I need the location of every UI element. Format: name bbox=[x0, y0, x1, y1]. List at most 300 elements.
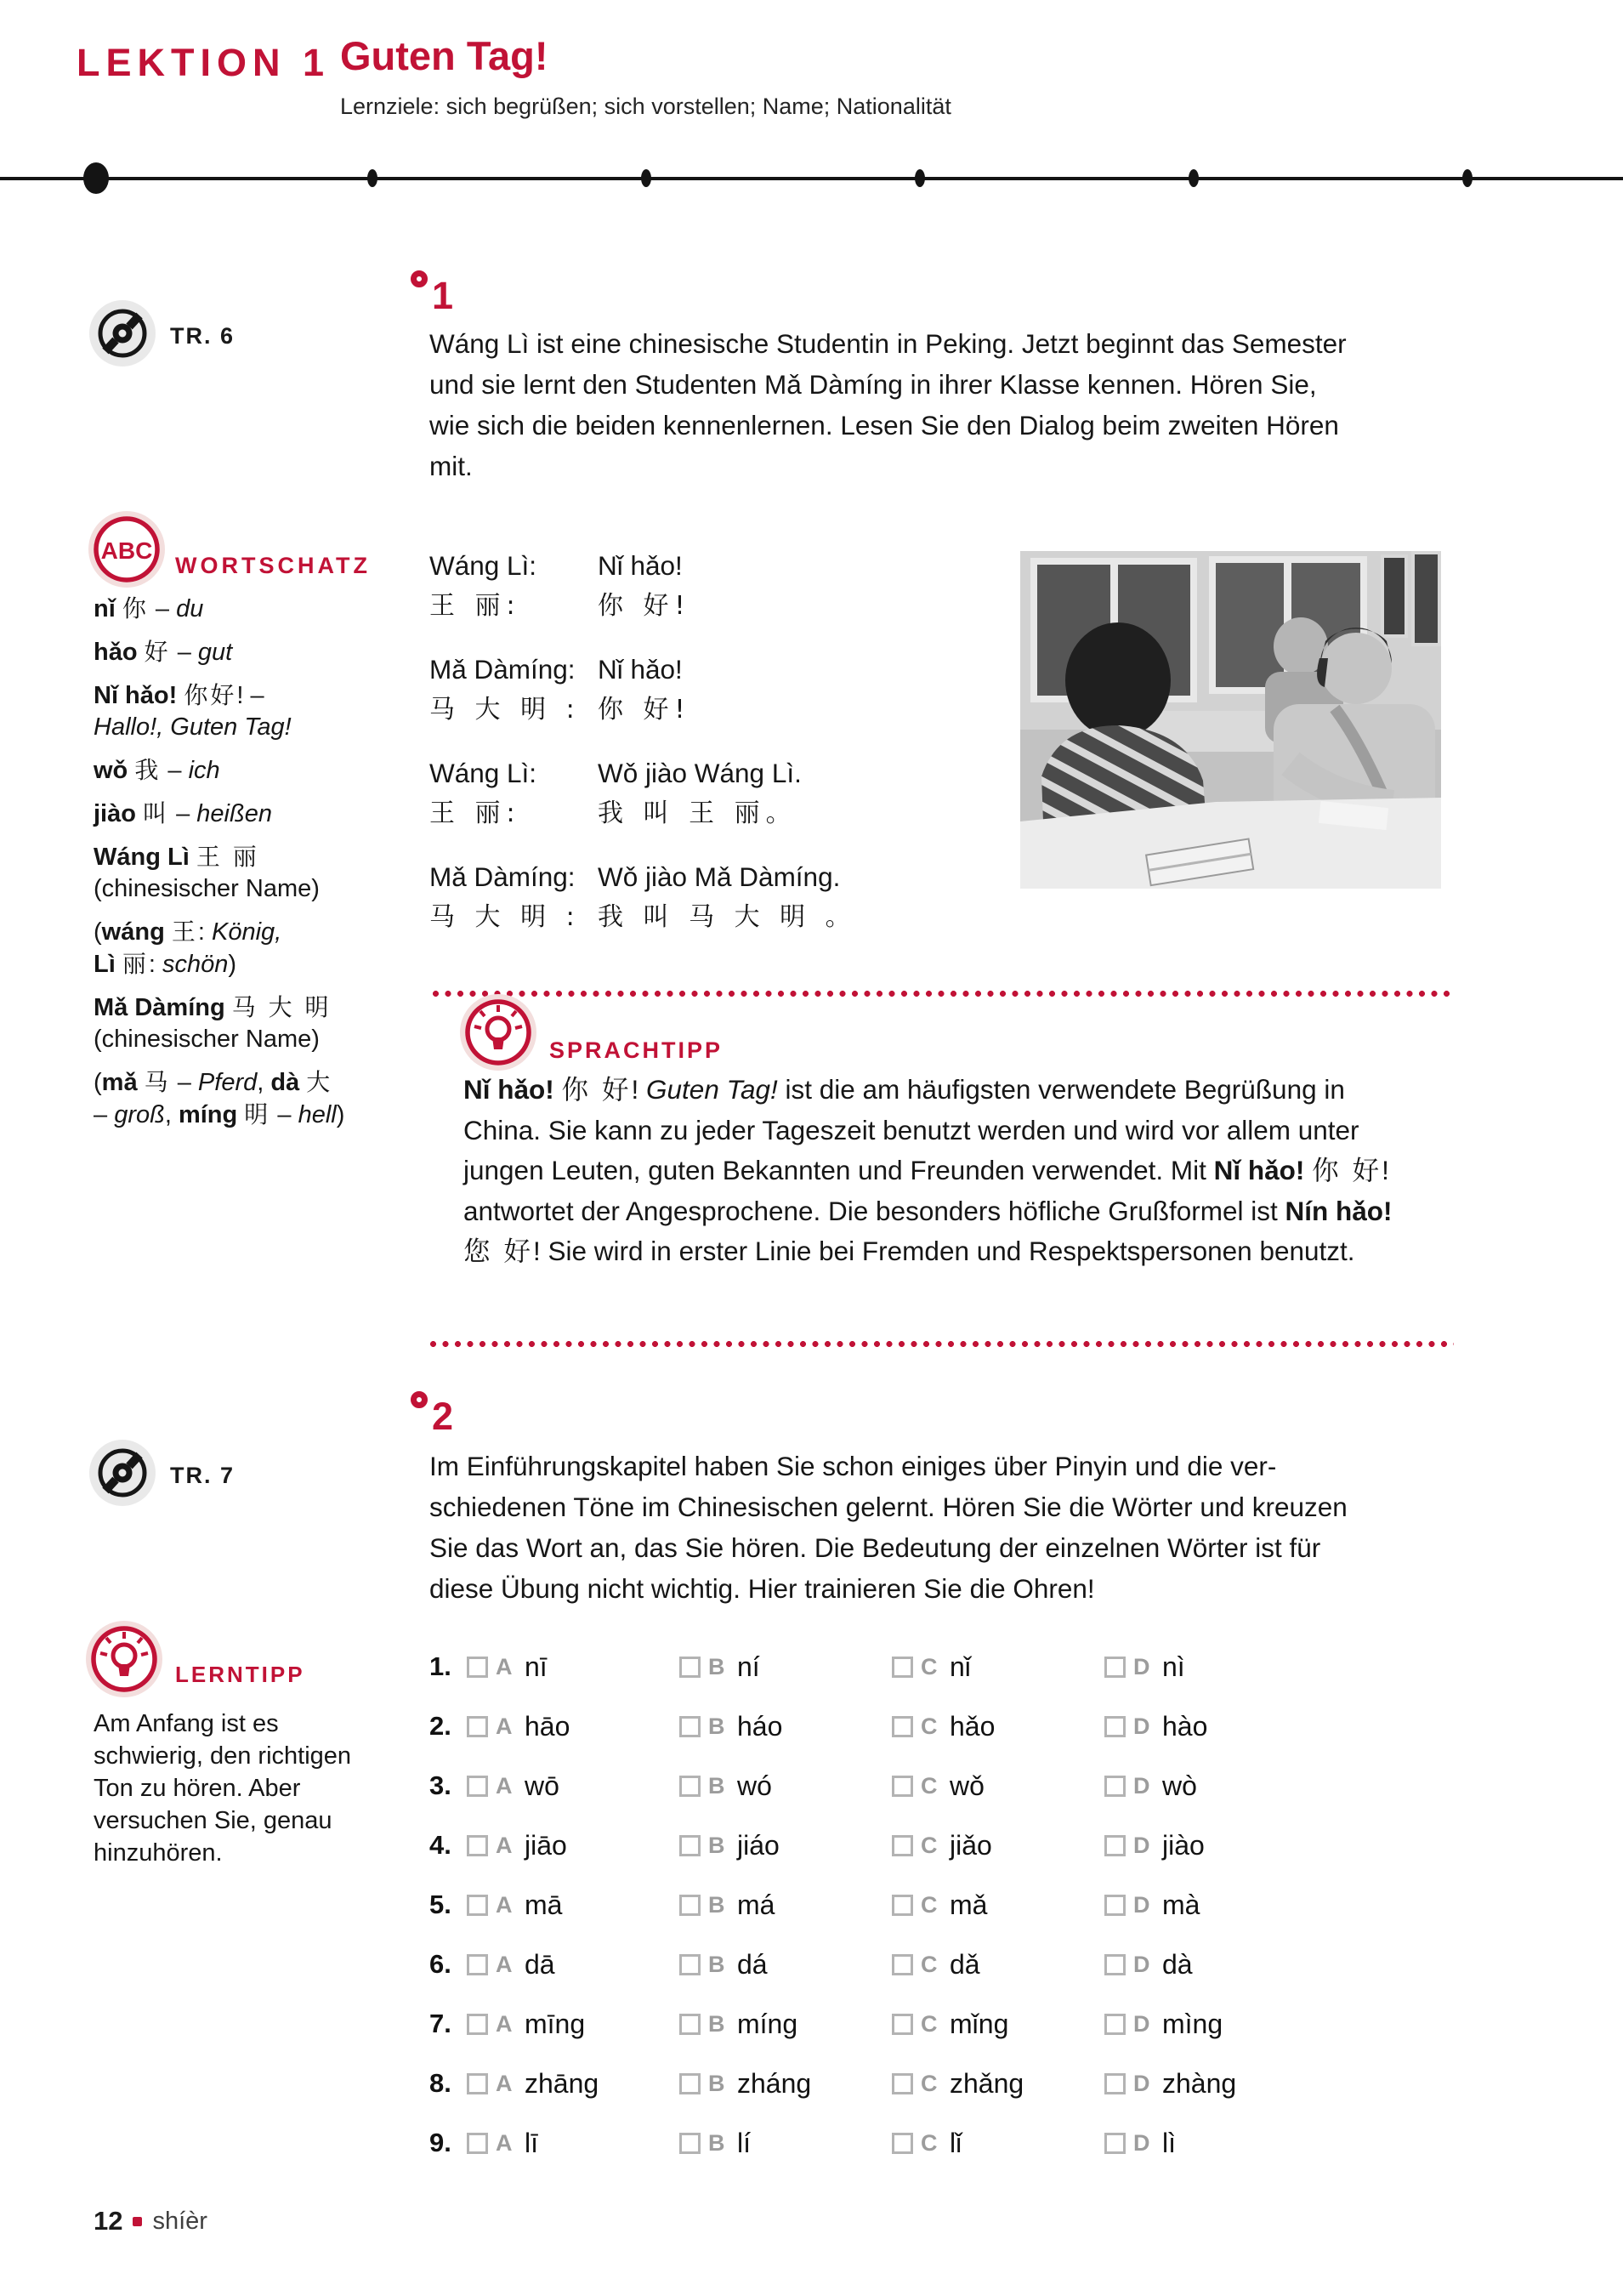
checkbox[interactable] bbox=[1104, 1835, 1126, 1856]
checkbox[interactable] bbox=[679, 1895, 701, 1916]
quiz-option-b bbox=[679, 1711, 892, 1742]
quiz-option-b bbox=[679, 1830, 892, 1861]
audio-track-2 bbox=[88, 1439, 258, 1510]
quiz-option-d bbox=[1104, 1890, 1317, 1921]
option-letter: D bbox=[1133, 2129, 1150, 2156]
checkbox[interactable] bbox=[467, 2073, 488, 2094]
text-segment: – bbox=[270, 1101, 298, 1128]
quiz-option-b bbox=[679, 2068, 892, 2100]
text-segment: ! Sie wird in erster Linie bei Fremden und Respektspersonen benutzt. bbox=[533, 1236, 1355, 1266]
quiz-row bbox=[429, 1756, 1331, 1816]
checkbox[interactable] bbox=[467, 1776, 488, 1797]
quiz-option-d bbox=[1104, 1830, 1317, 1861]
option-word: hāo bbox=[525, 1710, 570, 1742]
lesson-label: LEKTION 1 bbox=[77, 41, 331, 84]
checkbox[interactable] bbox=[679, 2014, 701, 2035]
text-segment: jiào bbox=[94, 800, 144, 827]
text-segment bbox=[1304, 1155, 1312, 1185]
dialog-row bbox=[429, 753, 1024, 793]
option-word: mìng bbox=[1162, 2008, 1223, 2039]
dialog-row bbox=[429, 546, 1024, 586]
track-label: TR. 7 bbox=[170, 1463, 236, 1488]
dialog-text: Nǐ hǎo! bbox=[598, 550, 683, 581]
quiz-option-b bbox=[679, 1890, 892, 1921]
dialog-text: 你 好! bbox=[598, 695, 691, 725]
dialog-row bbox=[429, 857, 1024, 897]
option-word: dǎ bbox=[950, 1948, 980, 1980]
option-word: mā bbox=[525, 1889, 563, 1920]
checkbox[interactable] bbox=[467, 1657, 488, 1678]
ring-icon bbox=[411, 270, 428, 287]
text-segment: , bbox=[164, 1101, 179, 1128]
text-segment: du bbox=[176, 595, 204, 622]
option-word: ní bbox=[737, 1651, 760, 1682]
dialog-speaker: Wáng Lì: bbox=[429, 758, 537, 788]
track-label: TR. 6 bbox=[170, 323, 236, 349]
sprachtipp-text bbox=[463, 1070, 1424, 1272]
text-segment: Guten Tag! bbox=[646, 1074, 778, 1105]
checkbox[interactable] bbox=[679, 1954, 701, 1975]
text-segment: hell bbox=[298, 1101, 337, 1128]
option-word: nǐ bbox=[950, 1651, 971, 1682]
option-word: dá bbox=[737, 1948, 768, 1980]
option-word: háo bbox=[737, 1710, 783, 1742]
option-letter: A bbox=[496, 1713, 513, 1739]
text-segment: schön bbox=[162, 951, 229, 978]
option-letter: D bbox=[1133, 1891, 1150, 1918]
checkbox[interactable] bbox=[1104, 1716, 1126, 1737]
option-letter: D bbox=[1133, 1832, 1150, 1858]
checkbox[interactable] bbox=[892, 1716, 913, 1737]
vocab-entry bbox=[94, 636, 378, 668]
quiz-row bbox=[429, 2054, 1331, 2113]
option-word: mà bbox=[1162, 1889, 1200, 1920]
quiz-row-number: 4. bbox=[429, 1830, 451, 1860]
option-word: má bbox=[737, 1889, 775, 1920]
option-word: jiāo bbox=[525, 1829, 567, 1861]
option-word: mǐng bbox=[950, 2008, 1009, 2039]
quiz-option-c bbox=[892, 1770, 1104, 1802]
quiz-option-a bbox=[467, 1711, 679, 1742]
option-letter: B bbox=[708, 1951, 725, 1977]
vocab-entry bbox=[94, 992, 378, 1055]
dialog-speaker: Mǎ Dàmíng: bbox=[429, 861, 576, 892]
text-segment: (chinesischer Name) bbox=[94, 875, 320, 902]
text-segment: ) bbox=[336, 1101, 345, 1128]
option-letter: A bbox=[496, 1653, 513, 1679]
quiz-option-a bbox=[467, 1830, 679, 1861]
checkbox[interactable] bbox=[467, 1835, 488, 1856]
option-letter: A bbox=[496, 1951, 513, 1977]
quiz-option-c bbox=[892, 1890, 1104, 1921]
option-letter: C bbox=[921, 1653, 938, 1679]
dialog bbox=[429, 546, 1024, 937]
option-letter: B bbox=[708, 1772, 725, 1799]
quiz-row bbox=[429, 1935, 1331, 1994]
quiz-row bbox=[429, 1816, 1331, 1875]
dialog-row bbox=[429, 690, 1024, 730]
dialog-text: Wǒ jiào Mǎ Dàmíng. bbox=[598, 861, 841, 892]
text-segment: (chinesischer Name) bbox=[94, 1026, 320, 1053]
option-letter: A bbox=[496, 2070, 513, 2096]
text-segment: 你好 bbox=[184, 681, 237, 709]
quiz-row bbox=[429, 1994, 1331, 2054]
text-segment: Nǐ hǎo! bbox=[463, 1074, 562, 1105]
rule-dot bbox=[915, 169, 925, 187]
sprachtipp-label: SPRACHTIPP bbox=[549, 1037, 724, 1063]
dialog-row bbox=[429, 650, 1024, 690]
page-footer bbox=[94, 2206, 207, 2236]
text-segment: 你 好 bbox=[561, 1075, 632, 1105]
option-word: wǒ bbox=[950, 1770, 985, 1801]
checkbox[interactable] bbox=[892, 1895, 913, 1916]
quiz-option-b bbox=[679, 2009, 892, 2040]
quiz-option-c bbox=[892, 1949, 1104, 1981]
quiz-row-number: 7. bbox=[429, 2009, 451, 2038]
quiz-option-d bbox=[1104, 1949, 1317, 1981]
dialog-row bbox=[429, 793, 1024, 833]
option-word: zhàng bbox=[1162, 2067, 1237, 2099]
sprachtipp-rule-bottom bbox=[429, 1340, 1454, 1348]
checkbox[interactable] bbox=[1104, 1895, 1126, 1916]
text-segment: – bbox=[170, 1069, 198, 1096]
quiz-option-d bbox=[1104, 2128, 1317, 2159]
checkbox[interactable] bbox=[1104, 1954, 1126, 1975]
option-word: mīng bbox=[525, 2008, 586, 2039]
quiz-option-b bbox=[679, 1651, 892, 1683]
text-segment: : bbox=[148, 951, 162, 978]
option-word: nì bbox=[1162, 1651, 1185, 1682]
text-segment: 王 丽 bbox=[196, 843, 259, 871]
text-segment: ! – bbox=[236, 682, 264, 709]
quiz-option-c bbox=[892, 1651, 1104, 1683]
option-word: jiào bbox=[1162, 1829, 1205, 1861]
page-number-pinyin: shíèr bbox=[152, 2207, 207, 2235]
text-segment: 叫 bbox=[143, 799, 170, 827]
abc-icon bbox=[88, 510, 166, 593]
option-letter: A bbox=[496, 2129, 513, 2156]
dialog-speaker: 马 大 明 : bbox=[429, 695, 581, 725]
checkbox[interactable] bbox=[467, 1895, 488, 1916]
dialog-text: 我 叫 王 丽。 bbox=[598, 798, 797, 828]
dialog-row bbox=[429, 897, 1024, 937]
rule-dot bbox=[1462, 169, 1473, 187]
option-letter: B bbox=[708, 1832, 725, 1858]
option-letter: A bbox=[496, 1891, 513, 1918]
lightbulb-icon bbox=[459, 993, 537, 1076]
quiz-option-d bbox=[1104, 2009, 1317, 2040]
checkbox[interactable] bbox=[679, 1657, 701, 1678]
text-segment: Nǐ hǎo! bbox=[94, 682, 184, 709]
quiz-option-d bbox=[1104, 1770, 1317, 1802]
checkbox[interactable] bbox=[892, 2014, 913, 2035]
quiz-row-number: 2. bbox=[429, 1711, 451, 1741]
footer-bullet-icon bbox=[133, 2217, 142, 2226]
option-letter: B bbox=[708, 2070, 725, 2096]
quiz-row-number: 5. bbox=[429, 1890, 451, 1919]
text-segment: ( bbox=[94, 918, 102, 946]
text-segment: Lì bbox=[94, 951, 122, 978]
quiz-option-c bbox=[892, 2009, 1104, 2040]
option-letter: C bbox=[921, 1832, 938, 1858]
text-segment: Pferd bbox=[197, 1069, 258, 1096]
text-segment: – bbox=[94, 1101, 115, 1128]
text-segment: wáng bbox=[101, 918, 172, 946]
checkbox[interactable] bbox=[679, 1716, 701, 1737]
option-word: dà bbox=[1162, 1948, 1193, 1980]
text-segment: ich bbox=[188, 757, 220, 784]
option-letter: A bbox=[496, 2010, 513, 2037]
text-segment: groß bbox=[114, 1101, 165, 1128]
quiz-option-c bbox=[892, 1711, 1104, 1742]
text-segment: – bbox=[148, 595, 177, 622]
option-letter: D bbox=[1133, 2010, 1150, 2037]
quiz-row bbox=[429, 1696, 1331, 1756]
text-segment: – bbox=[170, 639, 198, 666]
option-word: wò bbox=[1162, 1770, 1197, 1801]
text-segment: , bbox=[257, 1069, 271, 1096]
text-segment: míng bbox=[178, 1101, 245, 1128]
checkbox[interactable] bbox=[1104, 2133, 1126, 2154]
text-segment: : bbox=[197, 918, 212, 946]
text-segment: Nín hǎo! bbox=[1285, 1196, 1393, 1226]
checkbox[interactable] bbox=[467, 1954, 488, 1975]
vocab-entry bbox=[94, 841, 378, 905]
quiz-option-a bbox=[467, 2068, 679, 2100]
option-word: lí bbox=[737, 2127, 751, 2158]
text-segment: 王 bbox=[171, 918, 198, 946]
text-segment: gut bbox=[197, 639, 233, 666]
header-rule bbox=[0, 177, 1623, 180]
checkbox[interactable] bbox=[679, 1776, 701, 1797]
option-letter: D bbox=[1133, 2070, 1150, 2096]
quiz-option-a bbox=[467, 2128, 679, 2159]
ring-icon bbox=[411, 1391, 428, 1408]
option-word: lī bbox=[525, 2127, 538, 2158]
quiz-row bbox=[429, 2113, 1331, 2173]
quiz-row bbox=[429, 1637, 1331, 1696]
option-word: zhǎng bbox=[950, 2067, 1024, 2099]
lerntipp-text: Am Anfang ist es schwierig, den richtigen Ton zu hören. Aber versuchen Sie, genau hinzuhören. bbox=[94, 1710, 352, 1867]
option-letter: D bbox=[1133, 1772, 1150, 1799]
exercise-number: 1 bbox=[432, 274, 454, 317]
lerntipp-label: LERNTIPP bbox=[175, 1662, 305, 1687]
vocabulary-list bbox=[94, 593, 378, 1142]
checkbox[interactable] bbox=[1104, 1776, 1126, 1797]
text-segment: Wáng Lì bbox=[94, 844, 196, 871]
dialog-speaker: 王 丽: bbox=[429, 798, 521, 828]
option-word: wó bbox=[737, 1770, 772, 1801]
option-letter: C bbox=[921, 1891, 938, 1918]
option-letter: B bbox=[708, 1891, 725, 1918]
text-segment: dà bbox=[270, 1069, 307, 1096]
vocab-entry bbox=[94, 679, 378, 743]
option-word: zhāng bbox=[525, 2067, 599, 2099]
option-letter: C bbox=[921, 2070, 938, 2096]
text-segment: hǎo bbox=[94, 639, 145, 666]
option-letter: B bbox=[708, 2129, 725, 2156]
exercise-number: 2 bbox=[432, 1395, 454, 1438]
cd-icon bbox=[88, 1496, 156, 1510]
vocab-entry bbox=[94, 593, 378, 625]
checkbox[interactable] bbox=[679, 2133, 701, 2154]
option-letter: C bbox=[921, 1772, 938, 1799]
quiz-option-c bbox=[892, 2128, 1104, 2159]
quiz-row bbox=[429, 1875, 1331, 1935]
checkbox[interactable] bbox=[1104, 1657, 1126, 1678]
checkbox[interactable] bbox=[892, 1657, 913, 1678]
exercise-1-header bbox=[411, 270, 487, 330]
wortschatz-label: WORTSCHATZ bbox=[175, 553, 371, 578]
checkbox[interactable] bbox=[679, 2073, 701, 2094]
quiz-option-a bbox=[467, 1949, 679, 1981]
text-segment: 大 bbox=[306, 1068, 333, 1096]
option-word: hǎo bbox=[950, 1710, 996, 1742]
option-letter: D bbox=[1133, 1653, 1150, 1679]
option-word: lǐ bbox=[950, 2127, 962, 2158]
text-segment: – bbox=[161, 757, 189, 784]
text-segment: 马 bbox=[144, 1068, 171, 1096]
option-letter: B bbox=[708, 1713, 725, 1739]
option-letter: A bbox=[496, 1772, 513, 1799]
text-segment: ( bbox=[94, 1069, 102, 1096]
quiz-option-d bbox=[1104, 1711, 1317, 1742]
lightbulb-icon bbox=[85, 1620, 163, 1702]
text-segment: Mǎ Dàmíng bbox=[94, 994, 232, 1021]
option-letter: A bbox=[496, 1832, 513, 1858]
quiz-option-d bbox=[1104, 1651, 1317, 1683]
quiz-option-c bbox=[892, 2068, 1104, 2100]
option-letter: C bbox=[921, 2129, 938, 2156]
quiz-option-c bbox=[892, 1830, 1104, 1861]
text-segment: Nǐ hǎo! bbox=[1213, 1155, 1305, 1185]
text-segment: mǎ bbox=[101, 1069, 145, 1096]
option-word: mǎ bbox=[950, 1889, 988, 1920]
rule-dot-large bbox=[83, 162, 109, 194]
quiz-row-number: 6. bbox=[429, 1949, 451, 1979]
text-segment: 你 好 bbox=[1312, 1156, 1382, 1186]
vocab-entry bbox=[94, 916, 378, 980]
option-word: jiǎo bbox=[950, 1829, 992, 1861]
text-segment: 你 bbox=[122, 594, 149, 622]
text-segment: nǐ bbox=[94, 595, 122, 622]
quiz-row-number: 3. bbox=[429, 1770, 451, 1800]
option-letter: C bbox=[921, 1951, 938, 1977]
quiz-option-b bbox=[679, 2128, 892, 2159]
text-segment: Hallo!, Guten Tag! bbox=[94, 713, 292, 741]
option-letter: B bbox=[708, 2010, 725, 2037]
text-segment: 马 大 明 bbox=[231, 993, 332, 1021]
cd-icon bbox=[88, 356, 156, 371]
classroom-photo bbox=[1020, 551, 1441, 889]
option-word: míng bbox=[737, 2008, 798, 2039]
checkbox[interactable] bbox=[892, 1835, 913, 1856]
dialog-text: Wǒ jiào Wáng Lì. bbox=[598, 758, 802, 788]
quiz-option-a bbox=[467, 2009, 679, 2040]
option-letter: C bbox=[921, 2010, 938, 2037]
option-letter: D bbox=[1133, 1713, 1150, 1739]
text-segment: 明 bbox=[244, 1100, 271, 1128]
checkbox[interactable] bbox=[467, 1716, 488, 1737]
checkbox[interactable] bbox=[467, 2014, 488, 2035]
exercise-2-instructions: Im Einführungskapitel haben Sie schon einiges über Pinyin und die verschiedenen Töne im Chinesischen gelernt. Hören Sie die Wörter und kreuzen Sie das Wort an, das Sie hören. Die Bedeutung der einzelnen Wörter ist für diese Übung nicht wichtig. Hier trainieren Sie die Ohren! bbox=[429, 1451, 1348, 1604]
dialog-speaker: 王 丽: bbox=[429, 591, 521, 621]
checkbox[interactable] bbox=[892, 1776, 913, 1797]
audio-track-1 bbox=[88, 299, 258, 371]
checkbox[interactable] bbox=[467, 2133, 488, 2154]
checkbox[interactable] bbox=[892, 1954, 913, 1975]
svg-text:ABC: ABC bbox=[100, 537, 153, 564]
quiz-option-a bbox=[467, 1770, 679, 1802]
exercise-2-header bbox=[411, 1391, 487, 1451]
text-segment: ist die am häufigsten verwendete Begrüßung in China. Sie kann zu jeder Tageszeit benutzt werden und wird vor allem unter jungen Leuten, guten Bekannten und Freunden verwendet. Mit bbox=[463, 1074, 1359, 1185]
text-segment: ! antwortet der Angesprochene. Die besonders höfliche Grußformel ist bbox=[463, 1155, 1389, 1226]
text-segment: 我 bbox=[134, 756, 162, 784]
option-letter: B bbox=[708, 1653, 725, 1679]
quiz-option-b bbox=[679, 1770, 892, 1802]
text-segment: König, bbox=[211, 918, 282, 946]
quiz-option-b bbox=[679, 1949, 892, 1981]
listening-quiz bbox=[429, 1637, 1331, 2173]
vocab-entry bbox=[94, 798, 378, 830]
checkbox[interactable] bbox=[1104, 2073, 1126, 2094]
quiz-row-number: 9. bbox=[429, 2128, 451, 2157]
checkbox[interactable] bbox=[892, 2073, 913, 2094]
dialog-text: Nǐ hǎo! bbox=[598, 654, 683, 685]
option-letter: C bbox=[921, 1713, 938, 1739]
rule-dot bbox=[367, 169, 377, 187]
text-segment: wǒ bbox=[94, 757, 135, 784]
option-word: wō bbox=[525, 1770, 559, 1801]
checkbox[interactable] bbox=[679, 1835, 701, 1856]
option-word: nī bbox=[525, 1651, 548, 1682]
quiz-option-a bbox=[467, 1890, 679, 1921]
quiz-option-a bbox=[467, 1651, 679, 1683]
vocab-entry bbox=[94, 754, 378, 787]
checkbox[interactable] bbox=[1104, 2014, 1126, 2035]
rule-dot bbox=[1189, 169, 1199, 187]
option-word: dā bbox=[525, 1948, 555, 1980]
text-segment: – bbox=[169, 800, 197, 827]
dialog-speaker: Mǎ Dàmíng: bbox=[429, 654, 576, 685]
text-segment: heißen bbox=[196, 800, 272, 827]
sprachtipp-rule-top bbox=[432, 990, 1452, 997]
rule-dot bbox=[641, 169, 651, 187]
option-word: zháng bbox=[737, 2067, 812, 2099]
text-segment: 丽 bbox=[122, 950, 149, 978]
option-letter: D bbox=[1133, 1951, 1150, 1977]
quiz-row-number: 8. bbox=[429, 2068, 451, 2098]
text-segment: 好 bbox=[144, 638, 171, 666]
checkbox[interactable] bbox=[892, 2133, 913, 2154]
dialog-speaker: 马 大 明 : bbox=[429, 902, 581, 932]
option-word: jiáo bbox=[737, 1829, 780, 1861]
option-word: hào bbox=[1162, 1710, 1208, 1742]
dialog-speaker: Wáng Lì: bbox=[429, 550, 537, 581]
page-title: Guten Tag! bbox=[340, 33, 548, 78]
text-segment: ! bbox=[631, 1074, 647, 1105]
text-segment: 您 好 bbox=[463, 1236, 534, 1267]
text-segment: ) bbox=[228, 951, 237, 978]
dialog-row bbox=[429, 586, 1024, 626]
exercise-1-instructions: Wáng Lì ist eine chinesische Studentin in Peking. Jetzt beginnt das Semester und sie lernt den Studenten Mǎ Dàmíng in ihrer Klasse kennen. Hören Sie, wie sich die beiden kennenlernen. Lesen Sie den Dialog beim zweiten Hören mit. bbox=[429, 328, 1347, 481]
quiz-option-d bbox=[1104, 2068, 1317, 2100]
page-number: 12 bbox=[94, 2206, 123, 2236]
lesson-goals: Lernziele: sich begrüßen; sich vorstellen; Name; Nationalität bbox=[340, 94, 951, 119]
option-word: lì bbox=[1162, 2127, 1176, 2158]
dialog-text: 你 好! bbox=[598, 591, 691, 621]
quiz-row-number: 1. bbox=[429, 1651, 451, 1681]
